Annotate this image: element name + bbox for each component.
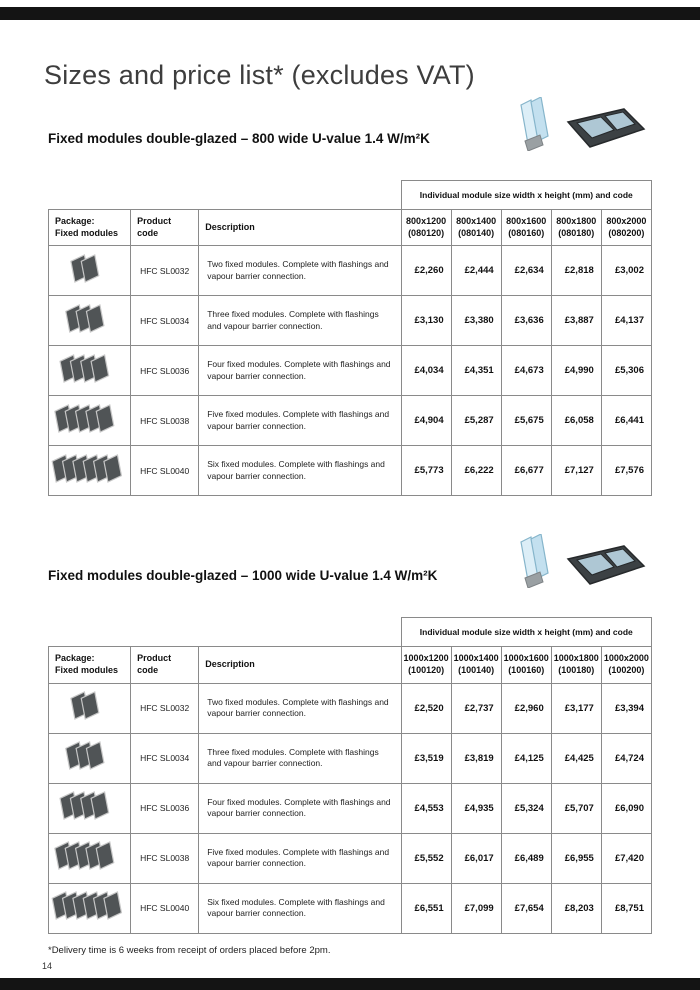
table-row [49,833,652,883]
description: Four fixed modules. Complete with flashings and vapour barrier connection. [199,346,401,396]
price: £3,394 [601,683,651,733]
modules-illustration [65,301,115,336]
page-content [44,20,652,956]
header-description: Description [199,647,401,683]
price: £2,818 [551,246,601,296]
table-row [49,246,652,296]
delivery-footnote: *Delivery time is 6 weeks from receipt of orders placed before 2pm. [48,944,331,956]
header-package: Package: Fixed modules [49,647,131,683]
price: £3,519 [401,733,451,783]
price: £2,520 [401,683,451,733]
description: Two fixed modules. Complete with flashings and vapour barrier connection. [199,683,401,733]
product-code: HFC SL0032 [131,683,199,733]
header-size-2: 800x1400 (080140) [451,210,501,246]
product-code: HFC SL0034 [131,733,199,783]
price: £4,724 [601,733,651,783]
size-span-header: Individual module size width x height (mm) and code [401,181,651,210]
modules-illustration [65,738,115,773]
bottom-black-bar [0,978,700,990]
price: £6,090 [601,783,651,833]
modules-illustration [51,451,133,486]
header-size-5: 800x2000 (080200) [601,210,651,246]
page-number: 14 [42,961,53,971]
description: Three fixed modules. Complete with flashings and vapour barrier connection. [199,296,401,346]
price: £4,125 [501,733,551,783]
table-row [49,883,652,933]
price: £2,737 [451,683,501,733]
price: £4,673 [501,346,551,396]
price: £8,751 [601,883,651,933]
price: £5,552 [401,833,451,883]
price: £7,576 [601,446,651,496]
header-size-1: 1000x1200 (100120) [401,647,451,683]
header-size-5: 1000x2000 (100200) [601,647,651,683]
section-heading-1000: Fixed modules double-glazed – 1000 wide U-value 1.4 W/m²K [48,568,438,584]
price: £3,636 [501,296,551,346]
price: £4,351 [451,346,501,396]
price: £6,222 [451,446,501,496]
price: £4,137 [601,296,651,346]
table-row [49,396,652,446]
product-code: HFC SL0036 [131,783,199,833]
modules-illustration [70,251,110,286]
header-description: Description [199,210,401,246]
table-spacer [49,181,402,210]
modules-illustration [70,688,110,723]
price: £6,058 [551,396,601,446]
price: £3,887 [551,296,601,346]
description: Three fixed modules. Complete with flashings and vapour barrier connection. [199,733,401,783]
double-glazing-icon [516,97,552,151]
table-row [49,296,652,346]
product-code: HFC SL0036 [131,346,199,396]
description: Five fixed modules. Complete with flashings and vapour barrier connection. [199,833,401,883]
header-size-4: 1000x1800 (100180) [551,647,601,683]
table-row [49,683,652,733]
header-product-code: Product code [131,210,199,246]
header-size-1: 800x1200 (080120) [401,210,451,246]
header-size-4: 800x1800 (080180) [551,210,601,246]
table-row [49,346,652,396]
price: £5,707 [551,783,601,833]
description: Five fixed modules. Complete with flashings and vapour barrier connection. [199,396,401,446]
price: £2,634 [501,246,551,296]
modules-illustration [59,351,120,386]
price: £3,130 [401,296,451,346]
table-row [49,446,652,496]
modules-illustration [51,888,133,923]
double-glazing-icon [516,534,552,588]
description: Four fixed modules. Complete with flashings and vapour barrier connection. [199,783,401,833]
price: £6,677 [501,446,551,496]
price: £6,551 [401,883,451,933]
top-black-bar [0,7,700,20]
price: £6,441 [601,396,651,446]
description: Six fixed modules. Complete with flashings and vapour barrier connection. [199,446,401,496]
description: Two fixed modules. Complete with flashings and vapour barrier connection. [199,246,401,296]
section-800-wide [48,131,652,496]
price: £3,819 [451,733,501,783]
modules-illustration [59,788,120,823]
price: £5,324 [501,783,551,833]
price: £4,990 [551,346,601,396]
price: £4,034 [401,346,451,396]
section-heading-800: Fixed modules double-glazed – 800 wide U-value 1.4 W/m²K [48,131,430,146]
price: £2,960 [501,683,551,733]
section-icons [516,97,646,151]
product-code: HFC SL0032 [131,246,199,296]
page-title: Sizes and price list* (excludes VAT) [44,60,475,90]
price-table-800 [48,180,652,496]
price: £7,099 [451,883,501,933]
price: £5,675 [501,396,551,446]
price: £7,127 [551,446,601,496]
header-product-code: Product code [131,647,199,683]
product-code: HFC SL0040 [131,446,199,496]
product-code: HFC SL0034 [131,296,199,346]
header-size-3: 1000x1600 (100160) [501,647,551,683]
section-icons [516,534,646,588]
table-row [49,733,652,783]
module-3d-icon [566,107,646,151]
price: £5,773 [401,446,451,496]
price: £8,203 [551,883,601,933]
price-table-1000 [48,617,652,933]
size-span-header: Individual module size width x height (mm) and code [401,618,651,647]
section-1000-wide [48,568,652,933]
price: £4,425 [551,733,601,783]
table-spacer [49,618,402,647]
price: £2,260 [401,246,451,296]
price: £3,177 [551,683,601,733]
price: £3,380 [451,296,501,346]
price: £4,553 [401,783,451,833]
price: £6,017 [451,833,501,883]
module-3d-icon [566,544,646,588]
price: £7,654 [501,883,551,933]
header-size-2: 1000x1400 (100140) [451,647,501,683]
price: £6,489 [501,833,551,883]
price: £4,935 [451,783,501,833]
modules-illustration [54,838,125,873]
product-code: HFC SL0040 [131,883,199,933]
price: £6,955 [551,833,601,883]
table-row [49,783,652,833]
header-package: Package: Fixed modules [49,210,131,246]
price: £3,002 [601,246,651,296]
price: £4,904 [401,396,451,446]
modules-illustration [54,401,125,436]
price: £2,444 [451,246,501,296]
header-size-3: 800x1600 (080160) [501,210,551,246]
product-code: HFC SL0038 [131,396,199,446]
product-code: HFC SL0038 [131,833,199,883]
price: £5,306 [601,346,651,396]
description: Six fixed modules. Complete with flashings and vapour barrier connection. [199,883,401,933]
price: £7,420 [601,833,651,883]
price: £5,287 [451,396,501,446]
